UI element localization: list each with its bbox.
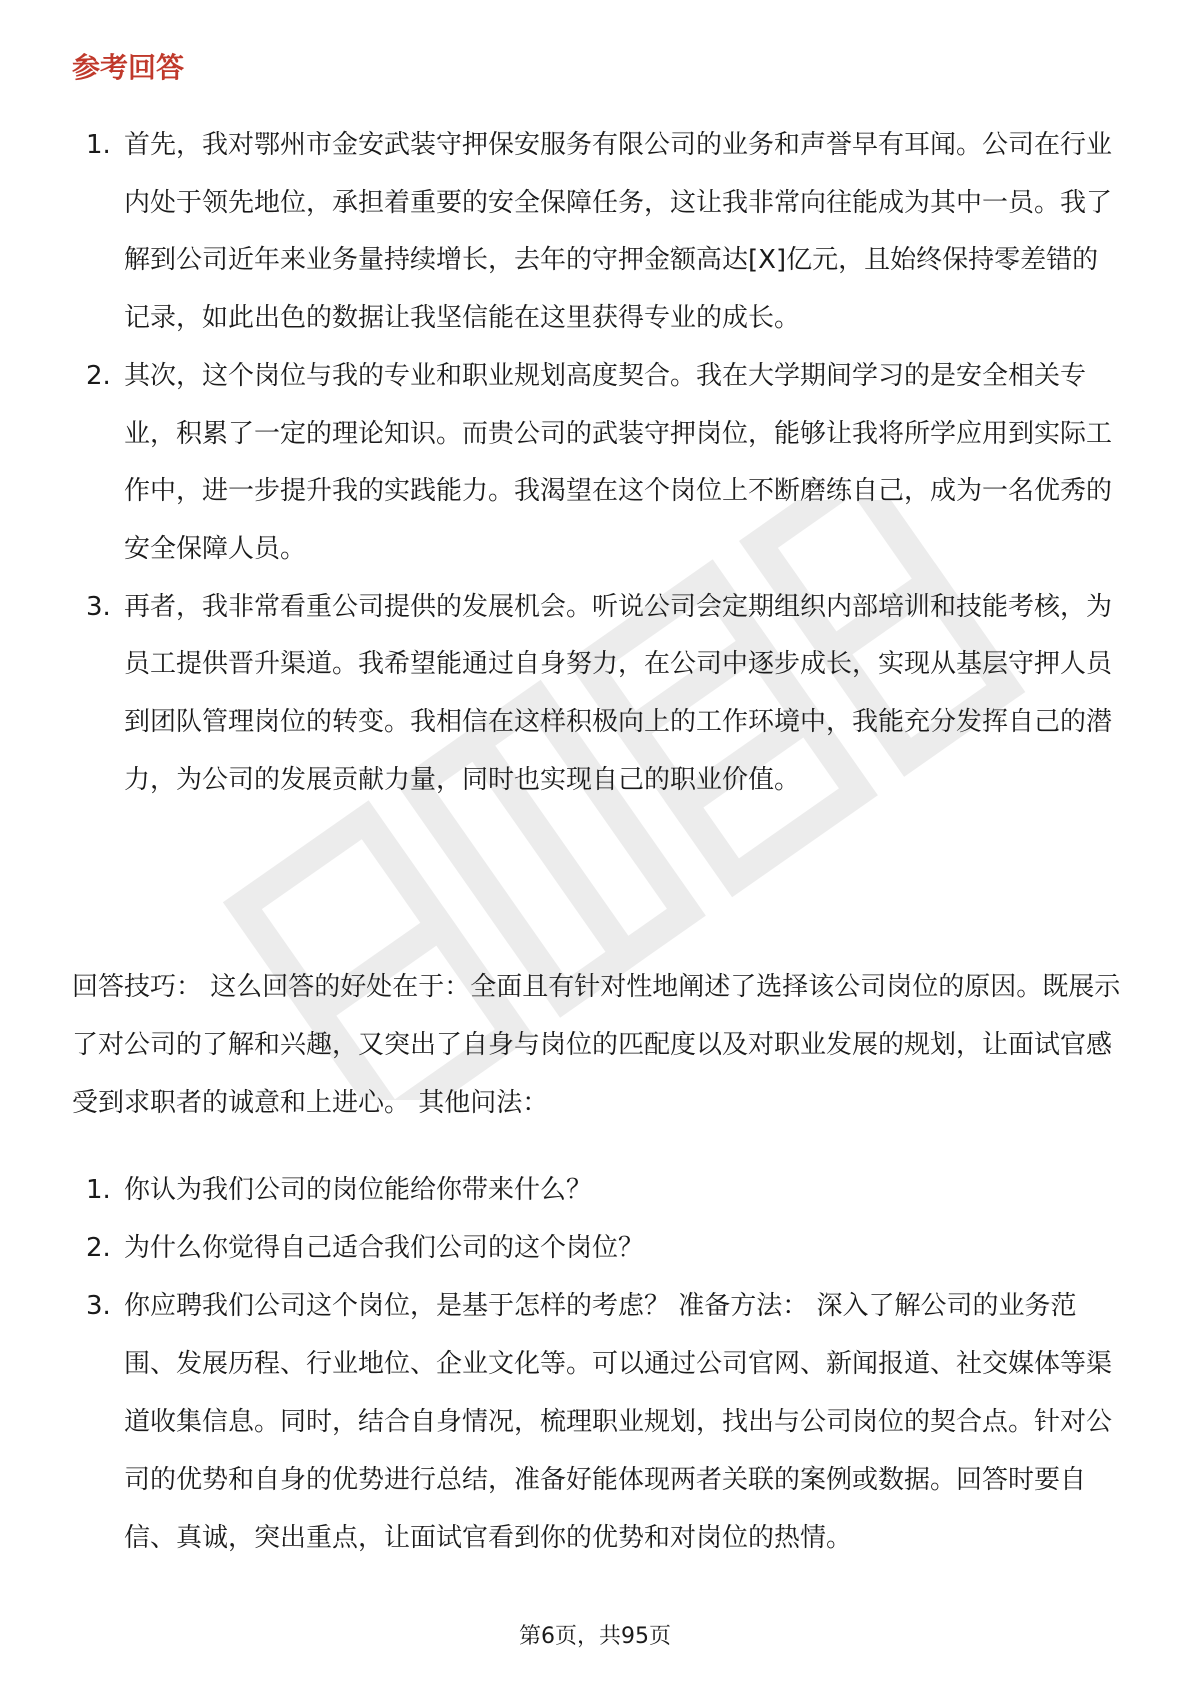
question-text: 你应聘我们公司这个岗位，是基于怎样的考虑？ 准备方法： 深入了解公司的业务范围、发展历程、行业地位、企业文化等。可以通过公司官网、新闻报道、社交媒体等渠道收集信息。同时，结合自身情况，梳理职业规划，找出与公司岗位的契合点。针对公司的优势和自身的优势进行总结，准备好能体现两者关联的案例或数据。回答时要自信、真诚，突出重点，让面试官看到你的优势和对岗位的热情。 (124, 1291, 1113, 1553)
answer-tips-paragraph: 回答技巧： 这么回答的好处在于：全面且有针对性地阐述了选择该公司岗位的原因。既展示了对公司的了解和兴趣，又突出了自身与岗位的匹配度以及对职业发展的规划，让面试官感受到求职者的诚意和上进心。 其他问法： (72, 972, 1121, 1118)
answer-text: 首先，我对鄂州市金安武装守押保安服务有限公司的业务和声誉早有耳闻。公司在行业内处于领先地位，承担着重要的安全保障任务，这让我非常向往能成为其中一员。我了解到公司近年来业务量持续增长，去年的守押金额高达[X]亿元，且始终保持零差错的记录，如此出色的数据让我坚信能在这里获得专业的成长。 (124, 130, 1113, 334)
question-item (72, 1161, 1122, 1219)
question-item (72, 1277, 1122, 1567)
alternative-questions-list (72, 1161, 1122, 1567)
list-number: 2. (86, 1233, 111, 1263)
list-number: 1. (86, 130, 111, 160)
list-number: 3. (86, 591, 111, 622)
list-number: 2. (86, 360, 111, 391)
answer-item (72, 117, 1122, 348)
list-number: 3. (86, 1291, 111, 1321)
question-item (72, 1219, 1122, 1277)
answer-item (72, 348, 1122, 579)
question-text: 你认为我们公司的岗位能给你带来什么？ (124, 1175, 593, 1205)
answer-text: 再者，我非常看重公司提供的发展机会。听说公司会定期组织内部培训和技能考核，为员工提供晋升渠道。我希望能通过自身努力，在公司中逐步成长，实现从基层守押人员到团队管理岗位的转变。我相信在这样积极向上的工作环境中，我能充分发挥自己的潜力，为公司的发展贡献力量，同时也实现自己的职业价值。 (124, 591, 1113, 795)
answer-list (72, 117, 1122, 809)
section-title: 参考回答 (72, 51, 185, 84)
question-text: 为什么你觉得自己适合我们公司的这个岗位？ (124, 1233, 645, 1263)
answer-text: 其次，这个岗位与我的专业和职业规划高度契合。我在大学期间学习的是安全相关专业，积累了一定的理论知识。而贵公司的武装守押岗位，能够让我将所学应用到实际工作中，进一步提升我的实践能力。我渴望在这个岗位上不断磨练自己，成为一名优秀的安全保障人员。 (124, 360, 1113, 564)
page-number-footer: 第6页，共95页 (519, 1624, 671, 1649)
list-number: 1. (86, 1175, 111, 1205)
answer-item (72, 579, 1122, 810)
